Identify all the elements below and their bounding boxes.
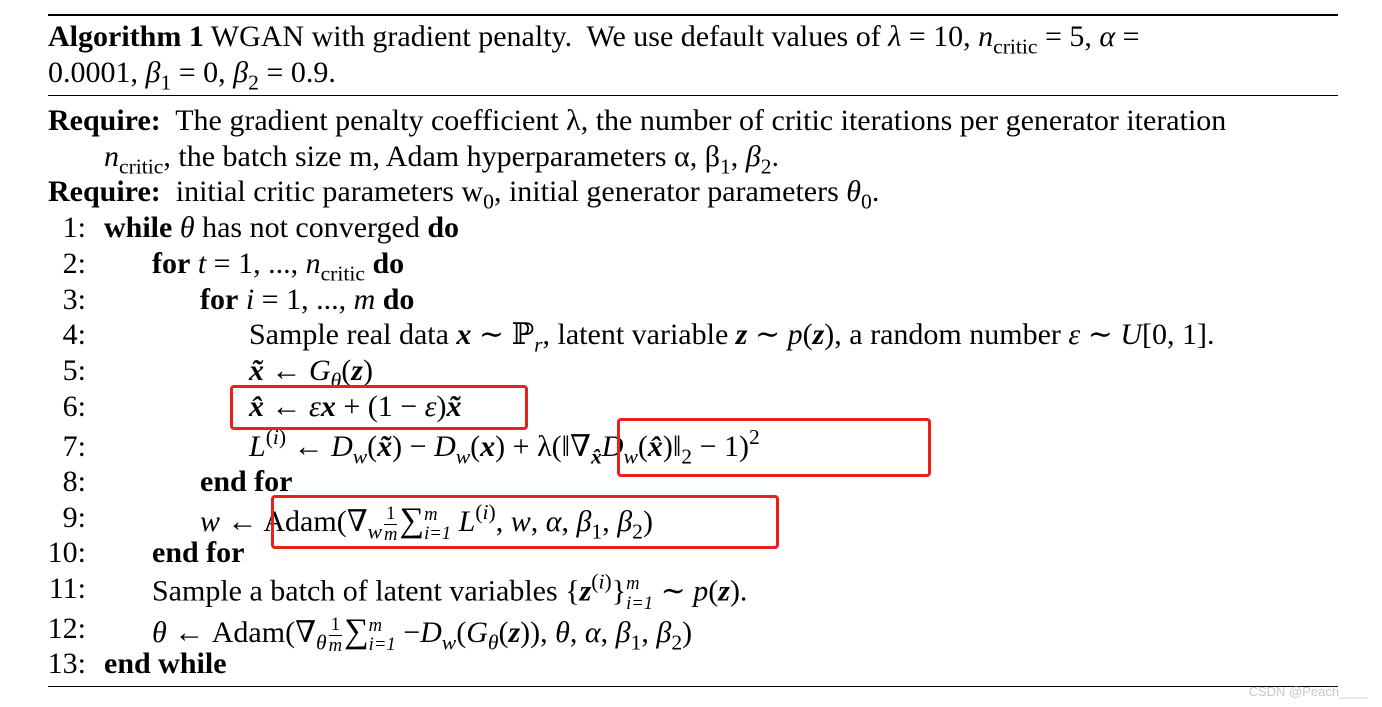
step-10: end for [152, 536, 245, 569]
require-line-3: Require: initial critic parameters $w_0$, initial generator parameters $\theta_0$. [48, 175, 880, 214]
line-number: 5: [62, 354, 86, 387]
highlight-box-gradient-penalty [617, 418, 931, 477]
step-9: w ← $Adam(\nabla_w$ $\frac{1}{m}$ ∑ m i=1 $L^{(i)}$, w, α, $\beta_1$, $\beta_2$) [200, 500, 653, 545]
line-number: 8: [62, 465, 86, 498]
line-number: 6: [62, 390, 86, 423]
step-2: for t = 1, ..., $n_{critic}$ do [152, 247, 405, 286]
step-5: x̃ ← $G_\theta(z)$ [249, 354, 373, 393]
algorithm-caption-cont: 0.0001, $\beta_1 = 0$, $\beta_2 = 0.9$. [48, 56, 336, 95]
algorithm-caption: Algorithm 1 WGAN with gradient penalty. We use default values of λ = 10, $n_{critic} = 5$, α = [48, 20, 1140, 59]
line-number: 11: [48, 572, 86, 605]
step-8: end for [200, 465, 293, 498]
header-rule [48, 95, 1338, 96]
algorithm-label: Algorithm 1 [48, 20, 204, 53]
top-rule [48, 14, 1338, 16]
line-number: 12: [47, 612, 86, 645]
step-6: x̂ ← εx + (1 − ε)x̃ [249, 390, 462, 423]
step-3: for i = 1, ..., m do [200, 283, 415, 316]
line-number: 9: [62, 501, 86, 534]
step-1: while θ has not converged do [104, 211, 460, 244]
step-4: Sample real data x ∼ ℙ$_r$, latent variable z ∼ p(z), a random number ε ∼ U[0, 1]. [249, 318, 1215, 357]
highlight-box-interpolation [230, 385, 528, 430]
line-number: 7: [62, 430, 86, 463]
bottom-rule [48, 686, 1338, 687]
step-12: θ ← $Adam(\nabla_\theta$ $\frac{1}{m}$ ∑ m i=1 $-D_w(G_\theta(z))$, θ, α, $\beta_1$, $\beta_2$) [152, 612, 693, 656]
line-number: 2: [62, 247, 86, 280]
step-11: Sample a batch of latent variables $\{z^{(i)}\}$ m i=1 ∼ p(z). [152, 569, 748, 614]
algorithm-title: WGAN with gradient penalty. [203, 20, 573, 53]
line-number: 10: [47, 536, 86, 569]
line-number: 4: [62, 318, 86, 351]
require-line-2: $n_{critic}$, the batch size m, Adam hyperparameters α, $\beta_1$, $\beta_2$. [104, 140, 780, 179]
watermark: CSDN @Peach____ [1248, 684, 1368, 699]
step-7: $L^{(i)}$ ← $D_w(x̃) - D_w(x)$ + $\lambda(‖\nabla_{x̂}D_w(x̂)‖_2 - 1)^2$ [249, 425, 760, 469]
require-line-1: Require: The gradient penalty coefficient λ, the number of critic iterations per generator iteration [48, 104, 1227, 137]
line-number: 13: [47, 647, 86, 680]
line-number: 3: [62, 283, 86, 316]
line-number: 1: [62, 211, 86, 244]
step-13: end while [104, 647, 227, 680]
highlight-box-adam-update [271, 495, 779, 549]
